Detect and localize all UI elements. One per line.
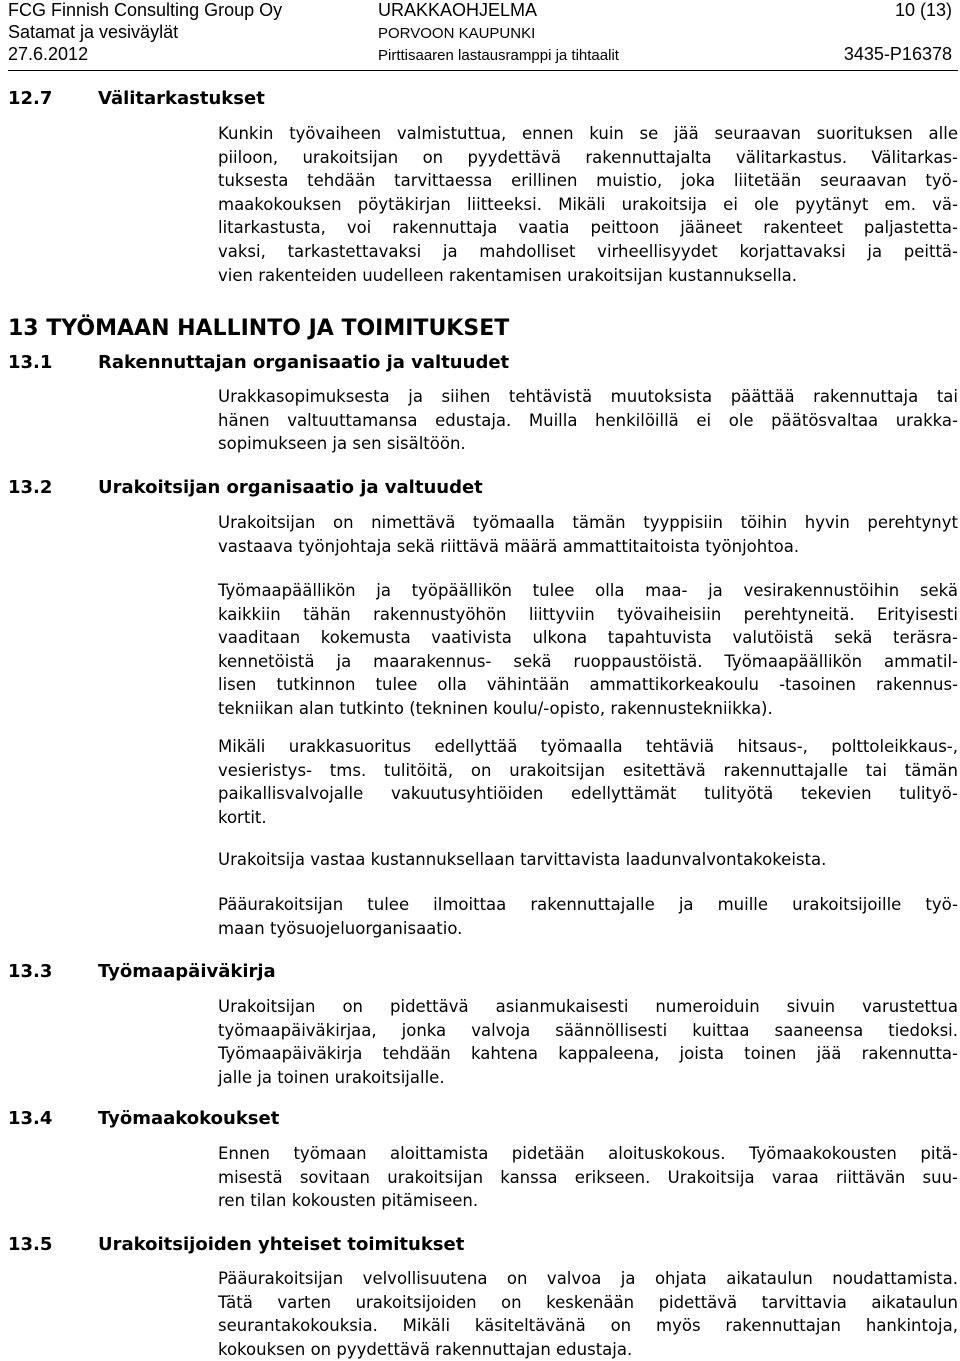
section-title: Työmaakokoukset [98, 1108, 280, 1129]
section-12-7-heading [8, 88, 265, 110]
text-line: maakokouksen pöytäkirjan liitteeksi. Mikäli urakoitsija ei ole pyytänyt em. vä- [218, 194, 958, 214]
text-line: litarkastusta, voi rakennuttaja vaatia peittoon jääneet rakenteet paljastetta- [218, 218, 958, 238]
section-13-2-paragraph-3 [218, 735, 958, 829]
section-13-5-text [218, 1267, 958, 1361]
header-project: Pirttisaaren lastausramppi ja tihtaalit [378, 47, 619, 64]
text-line: sopimukseen ja sen sisältöön. [218, 434, 466, 454]
header-date: 27.6.2012 [8, 44, 89, 64]
section-title: Urakoitsijan organisaatio ja valtuudet [98, 477, 483, 498]
text-line: vien rakenteiden uudelleen rakentamisen urakoitsijan kustannuksella. [218, 265, 798, 285]
section-13-3-heading [8, 961, 276, 983]
section-13-4-text [218, 1142, 958, 1213]
text-line: kaikkiin tähän rakennustyöhön liittyviin työvaiheisiin perehtyneitä. Erityisesti [218, 604, 958, 624]
header-city: PORVOON KAUPUNKI [378, 25, 536, 42]
header-doc-code: 3435-P16378 [843, 44, 952, 64]
chapter-13-heading: 13 TYÖMAAN HALLINTO JA TOIMITUKSET [8, 316, 510, 341]
text-line: lisen tutkinnon tulee olla vähintään ammattikorkeakoulu -tasoinen rakennus- [218, 675, 958, 695]
text-line: tuksesta tehdään tarvittaessa erillinen muistio, joka liitetään seuraavan työ- [218, 171, 958, 191]
header-page-number: 10 (13) [894, 0, 952, 20]
section-number: 13.3 [8, 961, 53, 982]
header-client: Satamat ja vesiväylät [8, 22, 179, 42]
text-line: kokouksen on pyydettävä rakennuttajan edustaja. [218, 1339, 633, 1359]
text-line: paikallisvalvojalle vakuutusyhtiöiden edellyttämät tulityötä tekevien tulityö- [218, 784, 958, 804]
section-13-2-paragraph-1 [218, 511, 958, 558]
text-line: Pääurakoitsijan velvollisuutena on valvoa ja ohjata aikataulun noudattamista. [218, 1269, 958, 1288]
section-number: 13.1 [8, 352, 53, 373]
section-13-5-heading [8, 1234, 464, 1256]
section-13-2-heading [8, 477, 483, 499]
text-line: hänen valtuuttamansa edustaja. Muilla henkilöillä ei ole päätösvaltaa urakka- [218, 410, 958, 430]
section-13-1-text [218, 385, 958, 456]
text-line: seurantakokouksia. Mikäli käsiteltävänä on myös rakennuttajan hankintoja, [218, 1316, 958, 1336]
header-doc-type: URAKKAOHJELMA [378, 0, 538, 20]
text-line: vaaditaan kokemusta vaativista ulkona tapahtuvista valutöistä sekä teräsra- [218, 628, 958, 648]
section-13-2-paragraph-2 [218, 579, 958, 721]
text-line: Pääurakoitsijan tulee ilmoittaa rakennuttajalle ja muille urakoitsijoille työ- [218, 895, 958, 914]
header-divider [8, 70, 958, 71]
text-line: tekniikan alan tutkinto (tekninen koulu/-opisto, rakennustekniikka). [218, 698, 773, 718]
section-13-1-heading [8, 352, 509, 374]
section-13-2-paragraph-5 [218, 893, 958, 940]
text-line: Urakkasopimuksesta ja siihen tehtävistä muutoksista päättää rakennuttaja tai [218, 387, 958, 406]
text-line: kennetöistä ja maarakennus- sekä ruoppaustöistä. Työmaapäällikön ammatil- [218, 651, 958, 671]
text-line: misestä sovitaan urakoitsijan kanssa erikseen. Urakoitsija varaa riittävän suu- [218, 1167, 958, 1187]
text-line: ren tilan kokousten pitämiseen. [218, 1191, 479, 1211]
section-13-3-text [218, 995, 958, 1089]
text-line: Työmaapäiväkirja tehdään kahtena kappaleena, joista toinen jää rakennutta- [218, 1044, 958, 1064]
section-13-4-heading [8, 1108, 279, 1130]
section-number: 13.5 [8, 1234, 53, 1255]
section-13-2-paragraph-4 [218, 848, 958, 872]
section-title: Välitarkastukset [98, 88, 265, 109]
section-number: 13.2 [8, 477, 53, 498]
section-title: Rakennuttajan organisaatio ja valtuudet [98, 352, 510, 373]
text-line: kortit. [218, 807, 267, 827]
text-line: maan työsuojeluorganisaatio. [218, 918, 463, 938]
section-title: Työmaapäiväkirja [98, 961, 276, 982]
text-line: vaksi, tarkastettavaksi ja mahdolliset virheellisyydet korjattavaksi ja peittä- [218, 241, 958, 261]
section-number: 12.7 [8, 88, 53, 109]
text-line: Työmaapäällikön ja työpäällikön tulee olla maa- ja vesirakennustöihin sekä [218, 581, 958, 600]
text-line: työmaapäiväkirjaa, jonka valvoja säännöllisesti kuittaa saaneensa tiedoksi. [218, 1020, 958, 1040]
header-company: FCG Finnish Consulting Group Oy [8, 0, 283, 20]
text-line: piiloon, urakoitsijan on pyydettävä rakennuttajalta välitarkastus. Välitarkas- [218, 147, 958, 167]
text-line: vastaava työnjohtaja sekä riittävä määrä ammattitaitoista työnjohtoa. [218, 536, 800, 556]
text-line: Kunkin työvaiheen valmistuttua, ennen kuin se jää seuraavan suorituksen alle [218, 124, 958, 143]
text-line: vesieristys- tms. tulitöitä, on urakoitsijan esitettävä rakennuttajalle tai tämän [218, 760, 958, 780]
text-line: Tätä varten urakoitsijoiden on keskenään pidettävä tarvittavia aikataulun [218, 1292, 958, 1312]
text-line: Urakoitsija vastaa kustannuksellaan tarvittavista laadunvalvontakokeista. [218, 850, 827, 869]
section-title: Urakoitsijoiden yhteiset toimitukset [98, 1234, 465, 1255]
text-line: Urakoitsijan on nimettävä työmaalla tämän tyyppisiin töihin hyvin perehtynyt [218, 513, 958, 532]
section-number: 13.4 [8, 1108, 53, 1129]
text-line: jalle ja toinen urakoitsijalle. [218, 1067, 445, 1087]
text-line: Urakoitsijan on pidettävä asianmukaisesti numeroiduin sivuin varustettua [218, 997, 958, 1016]
text-line: Ennen työmaan aloittamista pidetään aloituskokous. Työmaakokousten pitä- [218, 1144, 958, 1163]
section-12-7-text [218, 122, 958, 287]
text-line: Mikäli urakkasuoritus edellyttää työmaalla tehtäviä hitsaus-, polttoleikkaus-, [218, 737, 958, 756]
